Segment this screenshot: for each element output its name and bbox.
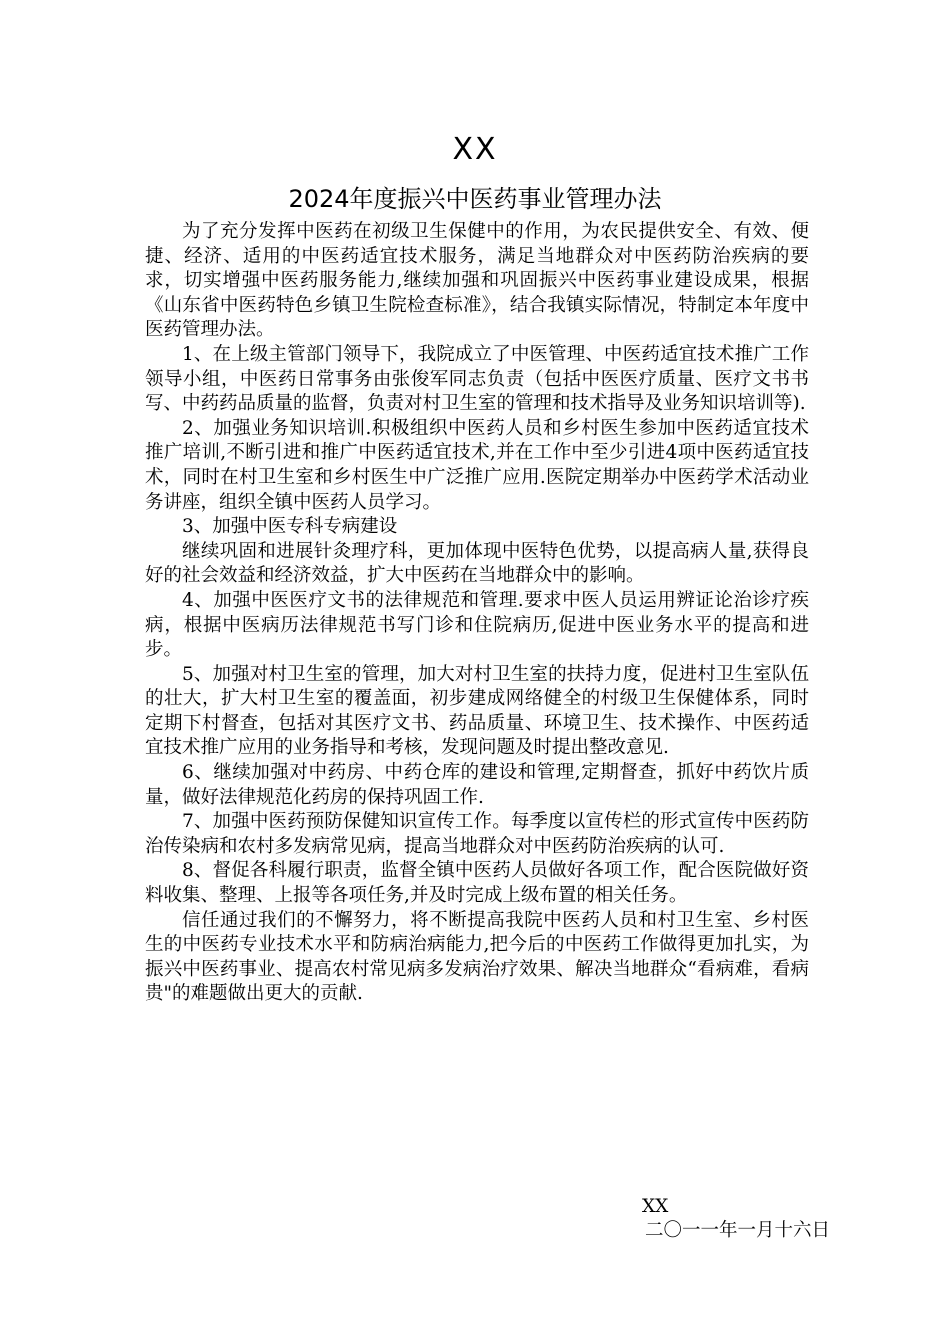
paragraph-item-3-body: 继续巩固和进展针灸理疗科，更加体现中医特色优势，以提高病人量,获得良好的社会效益和经济效益，扩大中医药在当地群众中的影响。	[145, 540, 809, 587]
signature-date: 二〇一一年一月十六日	[644, 1220, 830, 1241]
document-body	[145, 220, 809, 1007]
paragraph-item-1: 1、在上级主管部门领导下，我院成立了中医管理、中医药适宜技术推广工作领导小组，中医药日常事务由张俊军同志负责（包括中医医疗质量、医疗文书书写、中药药品质量的监督，负责对村卫生室的管理和技术指导及业务知识培训等).	[145, 343, 809, 415]
document-title: 2024年度振兴中医药事业管理办法	[288, 185, 662, 213]
org-heading: XX	[452, 132, 498, 167]
paragraph-item-6: 6、继续加强对中药房、中药仓库的建设和管理,定期督查，抓好中药饮片质量，做好法律规范化药房的保持巩固工作.	[145, 762, 809, 808]
paragraph-item-7: 7、加强中医药预防保健知识宣传工作。每季度以宣传栏的形式宣传中医药防治传染病和农村多发病常见病，提高当地群众对中医药防治疾病的认可.	[145, 811, 809, 857]
signature-org: XX	[642, 1196, 669, 1217]
paragraph-item-4: 4、加强中医医疗文书的法律规范和管理.要求中医人员运用辨证论治诊疗疾病，根据中医病历法律规范书写门诊和住院病历,促进中医业务水平的提高和进步。	[145, 589, 809, 661]
paragraph-item-2: 2、加强业务知识培训.积极组织中医药人员和乡村医生参加中医药适宜技术推广培训,不断引进和推广中医药适宜技术,并在工作中至少引进4项中医药适宜技术，同时在村卫生室和乡村医生中广泛推广应用.医院定期举办中医药学术活动业务讲座，组织全镇中医药人员学习。	[145, 417, 809, 513]
paragraph-item-3-heading: 3、加强中医专科专病建设	[182, 516, 398, 538]
paragraph-closing: 信任通过我们的不懈努力，将不断提高我院中医药人员和村卫生室、乡村医生的中医药专业技术水平和防病治病能力,把今后的中医药工作做得更加扎实，为振兴中医药事业、提高农村常见病多发病治疗效果、解决当地群众“看病难，看病贵"的难题做出更大的贡献.	[145, 909, 809, 1005]
paragraph-intro: 为了充分发挥中医药在初级卫生保健中的作用，为农民提供安全、有效、便捷、经济、适用的中医药适宜技术服务，满足当地群众对中医药防治疾病的要求，切实增强中医药服务能力,继续加强和巩固振兴中医药事业建设成果，根据《山东省中医药特色乡镇卫生院检查标准》，结合我镇实际情况，特制定本年度中医药管理办法。	[145, 221, 809, 341]
paragraph-item-8: 8、督促各科履行职责，监督全镇中医药人员做好各项工作，配合医院做好资料收集、整理、上报等各项任务,并及时完成上级布置的相关任务。	[145, 860, 809, 907]
paragraph-item-5: 5、加强对村卫生室的管理，加大对村卫生室的扶持力度，促进村卫生室队伍的壮大，扩大村卫生室的覆盖面，初步建成网络健全的村级卫生保健体系，同时定期下村督查，包括对其医疗文书、药品质量、环境卫生、技术操作、中医药适宜技术推广应用的业务指导和考核，发现问题及时提出整改意见.	[145, 663, 809, 759]
